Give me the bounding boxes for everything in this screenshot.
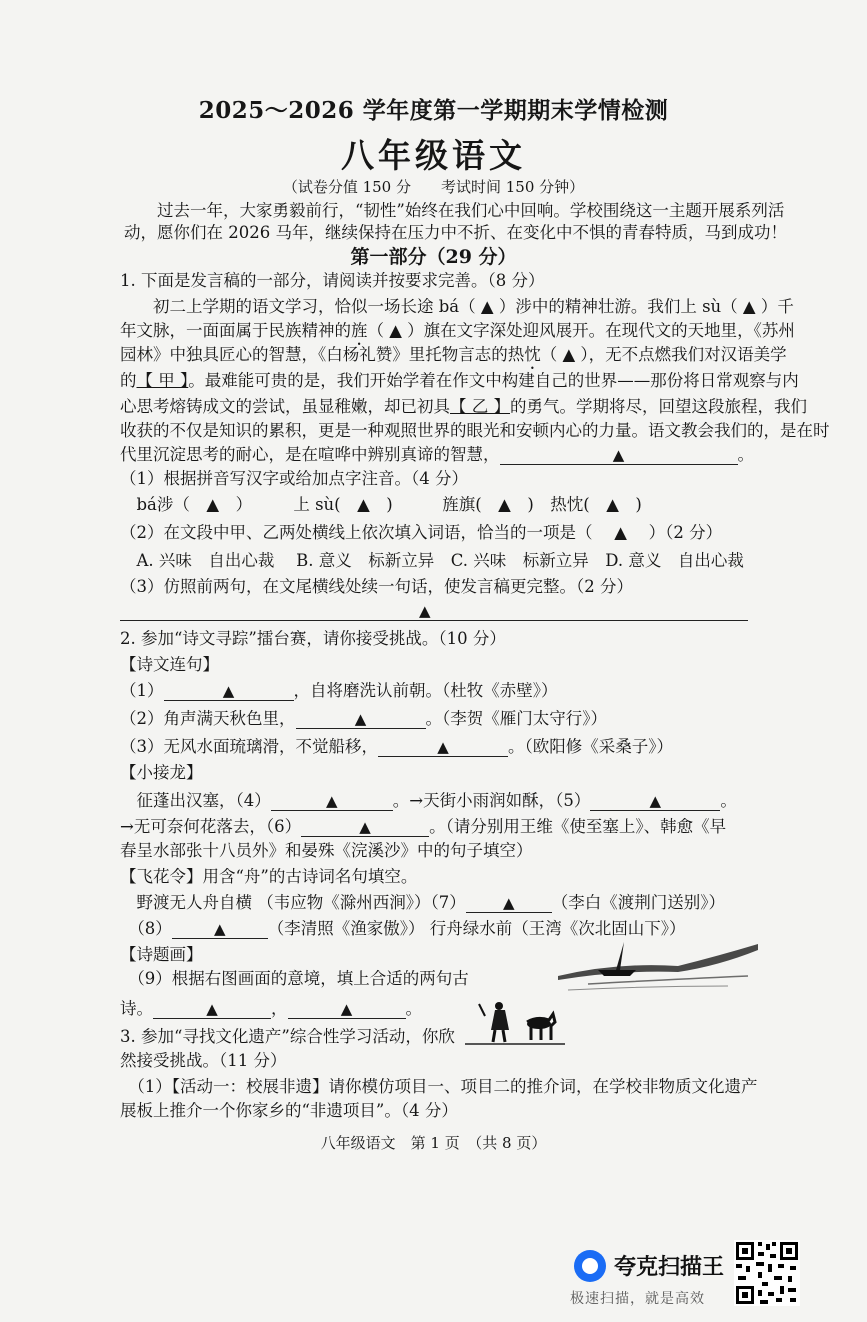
- part1-heading: 第一部分（29 分）: [350, 246, 517, 268]
- q1-sub3: （3）仿照前两句，在文尾横线处续一句话，使发言稿更完整。（2 分）: [120, 577, 633, 596]
- q2-jielong-heading: 【小接龙】: [120, 763, 203, 782]
- boat-painting-image: [558, 936, 758, 996]
- q3-stem-line-2: 然接受挑战。（11 分）: [120, 1051, 287, 1070]
- scanner-logo-icon: [574, 1250, 606, 1282]
- q1-para-line-1: 初二上学期的语文学习，恰似一场长途 bá（ ▲ ）涉中的精神壮游。我们上 sù（ ▲ ）千: [120, 297, 794, 316]
- answer-blank[interactable]: ▲: [378, 738, 508, 757]
- q1-sub2-options: A. 兴味 自出心裁 B. 意义 标新立异 C. 兴味 标新立异 D. 意义 自出心裁: [120, 551, 744, 570]
- q1-sub1-items: bá涉（ ▲ ） 上 sù( ▲ ) 旌旗( ▲ ) 热忱( ▲ ): [120, 495, 642, 514]
- q2-huati-line-1: （9）根据右图画面的意境，填上合适的两句古: [120, 969, 469, 988]
- q1-sub2: （2）在文段中甲、乙两处横线上依次填入词语，恰当的一项是（ ▲ ）（2 分）: [120, 523, 723, 542]
- subject-title: 八年级语文: [341, 136, 526, 175]
- q2-huati-heading: 【诗题画】: [120, 945, 203, 964]
- blank-jia: 【 甲 】: [136, 371, 189, 390]
- answer-blank[interactable]: ▲: [296, 710, 426, 729]
- q1-sub1: （1）根据拼音写汉字或给加点字注音。（4 分）: [120, 469, 468, 488]
- answer-blank[interactable]: ▲: [500, 446, 738, 465]
- blank-yi: 【 乙 】: [450, 397, 510, 416]
- q2-jielong-line-1: 征蓬出汉塞，（4） ▲ 。→天街小雨润如酥，（5） ▲ 。: [120, 791, 737, 810]
- traveler-horse-image: [465, 996, 565, 1048]
- q2-stem: 2. 参加“诗文寻踪”擂台赛，请你接受挑战。（10 分）: [120, 629, 506, 648]
- answer-blank[interactable]: ▲: [590, 792, 720, 811]
- q2-line-2: （2）角声满天秋色里， ▲ 。（李贺《雁门太守行》）: [120, 709, 607, 728]
- q2-jielong-line-3: 春呈水部张十八员外》和晏殊《浣溪沙》中的句子填空）: [120, 841, 533, 860]
- q1-sub3-mark: ▲: [419, 602, 431, 620]
- q1-answer-line[interactable]: [120, 620, 748, 621]
- q2-lianju-heading: 【诗文连句】: [120, 655, 219, 674]
- q1-para-line-2: 年文脉，一面面属于民族精神的旌（ ▲ ）旗在文字深处迎风展开。在现代文的天地里，《苏州: [120, 321, 795, 340]
- answer-blank[interactable]: ▲: [164, 682, 294, 701]
- answer-blank[interactable]: ▲: [301, 818, 429, 837]
- intro-line-2: 动，愿你们在 2026 马年，继续保持在压力中不折、在变化中不惧的青春特质，马到成功！: [124, 223, 787, 242]
- q1-para-line-6: 收获的不仅是知识的累积，更是一种观照世界的眼光和安顿内心的力量。语文教会我们的，是在时: [120, 421, 830, 440]
- q3-sub1-line-1: （1）【活动一：校展非遗】请你模仿项目一、项目二的推介词，在学校非物质文化遗产: [120, 1077, 758, 1096]
- answer-blank[interactable]: ▲: [172, 920, 268, 939]
- intro-line-1: 过去一年，大家勇毅前行，“韧性”始终在我们心中回响。学校围绕这一主题开展系列活: [124, 201, 785, 220]
- q2-feihua-heading: 【飞花令】用含“舟”的古诗词名句填空。: [120, 867, 418, 886]
- page-footer: 八年级语文 第 1 页 （共 8 页）: [320, 1134, 547, 1152]
- q3-sub1-line-2: 展板上推介一个你家乡的“非遗项目”。（4 分）: [120, 1101, 458, 1120]
- scanner-slogan: 极速扫描，就是高效: [570, 1291, 705, 1307]
- q1-para-line-5: 心思考熔铸成文的尝试，虽显稚嫩，却已初具【 乙 】的勇气。学期将尽，回望这段旅程，我们: [120, 397, 807, 416]
- q1-para-line-3: 园林》中独具匠心的智慧，《白杨礼赞》里托物言志的热忱（ ▲ ），无不点燃我们对汉语美学: [120, 345, 787, 364]
- q2-jielong-line-2: →无可奈何花落去，（6） ▲ 。（请分别用王维《使至塞上》、韩愈《早: [120, 817, 727, 836]
- q2-feihua-line-2: （8） ▲ （李清照《渔家傲》） 行舟绿水前（王湾《次北固山下》）: [120, 919, 686, 938]
- exam-info: （试卷分值 150 分 考试时间 150 分钟）: [282, 178, 585, 196]
- q1-para-line-7: 代里沉淀思考的耐心，是在喧哗中辨别真谛的智慧， ▲ 。: [120, 445, 754, 464]
- q2-huati-line-2: 诗。 ▲ ， ▲ 。: [120, 999, 422, 1018]
- answer-blank[interactable]: ▲: [271, 792, 393, 811]
- scanner-watermark: [570, 1246, 734, 1310]
- exam-title: 2025～2026 学年度第一学期期末学情检测: [198, 97, 669, 124]
- q2-line-3: （3）无风水面琉璃滑，不觉船移， ▲ 。（欧阳修《采桑子》）: [120, 737, 673, 756]
- answer-blank[interactable]: ▲: [466, 894, 552, 913]
- q2-feihua-line-1: 野渡无人舟自横 （韦应物《滁州西涧》）（7） ▲ （李白《渡荆门送别》）: [120, 893, 725, 912]
- answer-blank[interactable]: ▲: [153, 1000, 271, 1019]
- q2-line-1: （1） ▲ ，自将磨洗认前朝。（杜牧《赤壁》）: [120, 681, 558, 700]
- qr-code-icon: [734, 1240, 800, 1306]
- q3-stem-line-1: 3. 参加“寻找文化遗产”综合性学习活动，你欣: [120, 1027, 455, 1046]
- answer-blank[interactable]: ▲: [288, 1000, 406, 1019]
- scanner-brand-name: 夸克扫描王: [614, 1255, 725, 1280]
- q1-para-line-4: 的【 甲 】。最难能可贵的是，我们开始学着在作文中构建自己的世界——那份将日常观察与内: [120, 371, 799, 390]
- q1-stem: 1. 下面是发言稿的一部分，请阅读并按要求完善。（8 分）: [120, 271, 545, 290]
